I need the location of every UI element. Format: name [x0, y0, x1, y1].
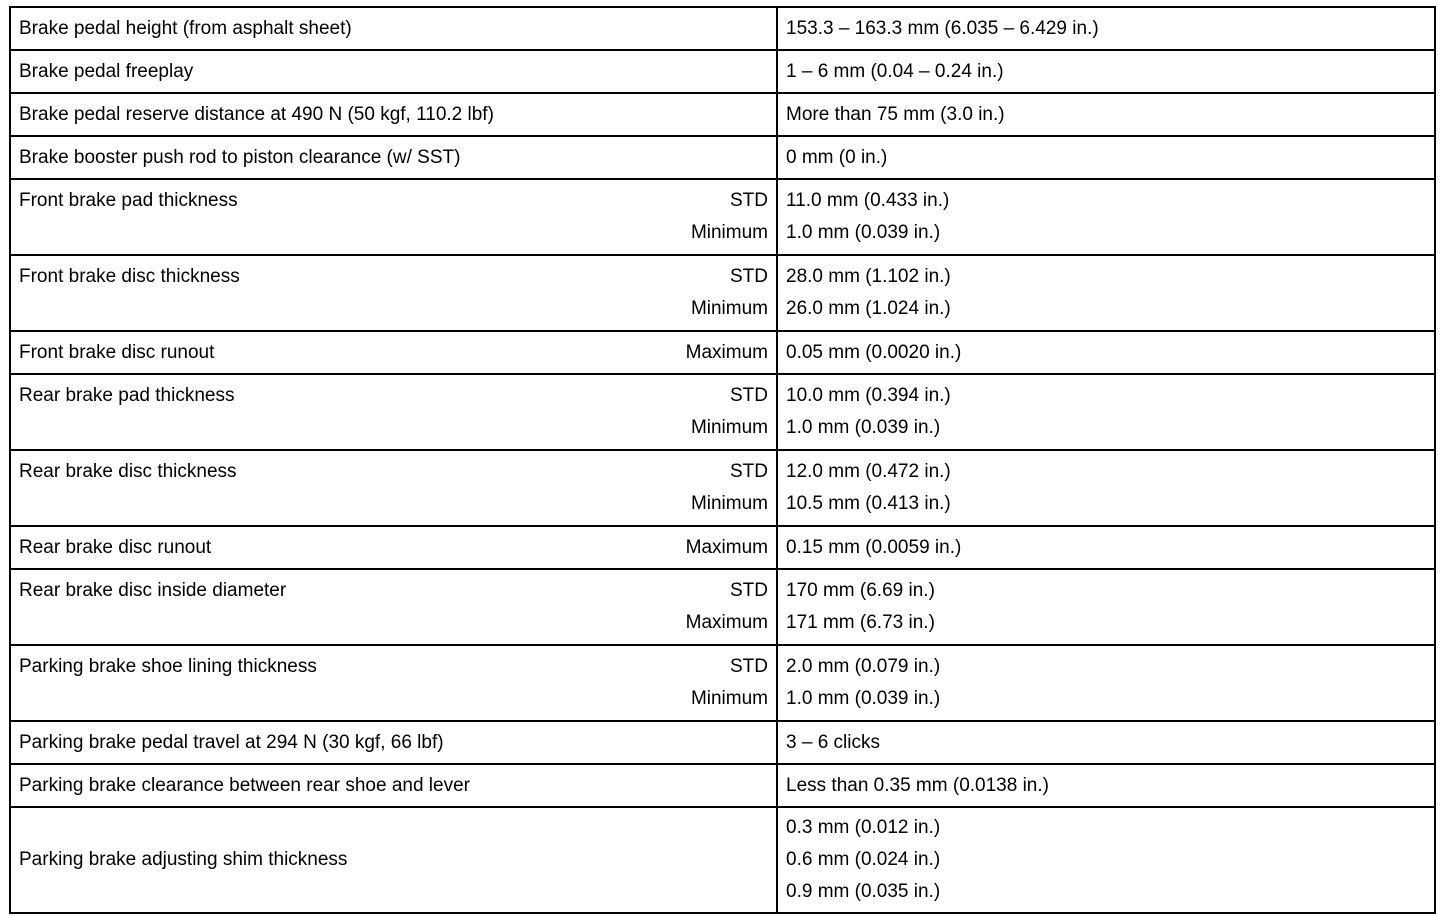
spec-value: 0.3 mm (0.012 in.)	[786, 817, 941, 838]
spec-item-label: Brake pedal freeplay	[19, 60, 194, 82]
spec-item-cell	[10, 450, 777, 526]
spec-value: 153.3 – 163.3 mm (6.035 – 6.429 in.)	[786, 17, 1099, 39]
spec-value: 171 mm (6.73 in.)	[786, 612, 935, 633]
spec-qualifiers	[691, 185, 768, 249]
spec-value-cell	[777, 136, 1435, 179]
spec-item-cell	[10, 645, 777, 721]
spec-qualifiers	[686, 575, 768, 639]
spec-item-label: Parking brake pedal travel at 294 N (30 kgf, 66 lbf)	[19, 731, 444, 753]
spec-value: More than 75 mm (3.0 in.)	[786, 103, 1005, 125]
spec-item-label: Rear brake pad thickness	[19, 385, 235, 406]
spec-qualifier: Minimum	[690, 417, 768, 438]
spec-item-label: Rear brake disc thickness	[19, 461, 237, 482]
spec-value: Less than 0.35 mm (0.0138 in.)	[786, 774, 1049, 796]
spec-value-cell	[777, 764, 1435, 807]
spec-item-label: Parking brake shoe lining thickness	[19, 656, 317, 677]
spec-item-cell	[10, 136, 777, 179]
spec-qualifier: STD	[730, 656, 768, 677]
spec-item-cell	[10, 569, 777, 645]
spec-item-label: Front brake disc thickness	[19, 266, 240, 287]
spec-item-cell	[10, 764, 777, 807]
spec-value-cell	[777, 721, 1435, 764]
table-row	[10, 331, 1435, 374]
spec-item-cell	[10, 374, 777, 450]
spec-item-cell	[10, 331, 777, 374]
table-row	[10, 7, 1435, 50]
table-row	[10, 136, 1435, 179]
spec-qualifier: STD	[730, 461, 768, 482]
spec-item-label: Rear brake disc runout	[19, 536, 212, 558]
spec-value: 1.0 mm (0.039 in.)	[786, 417, 941, 438]
spec-qualifier: Minimum	[690, 222, 768, 243]
spec-item-cell	[10, 93, 777, 136]
spec-value: 0.05 mm (0.0020 in.)	[786, 341, 962, 363]
table-row	[10, 721, 1435, 764]
spec-item-cell	[10, 50, 777, 93]
table-row	[10, 93, 1435, 136]
table-row	[10, 50, 1435, 93]
table-row	[10, 374, 1435, 450]
spec-value-cell	[777, 807, 1435, 913]
spec-qualifiers	[691, 456, 768, 520]
table-row	[10, 526, 1435, 569]
spec-item-cell	[10, 179, 777, 255]
spec-item-label: Brake booster push rod to piston clearance (w/ SST)	[19, 146, 461, 168]
spec-value-cell	[777, 93, 1435, 136]
spec-value: 170 mm (6.69 in.)	[786, 580, 935, 601]
spec-item-cell	[10, 255, 777, 331]
spec-item-label: Rear brake disc inside diameter	[19, 580, 287, 601]
spec-qualifier: Minimum	[690, 493, 768, 514]
spec-qualifier: Minimum	[690, 298, 768, 319]
table-row	[10, 764, 1435, 807]
spec-value: 0.15 mm (0.0059 in.)	[786, 536, 962, 558]
spec-value-cell	[777, 50, 1435, 93]
spec-item-label: Front brake disc runout	[19, 341, 215, 363]
spec-value: 26.0 mm (1.024 in.)	[786, 298, 951, 319]
spec-qualifier: STD	[730, 385, 768, 406]
spec-value: 1 – 6 mm (0.04 – 0.24 in.)	[786, 60, 1004, 82]
spec-value: 3 – 6 clicks	[786, 731, 880, 753]
spec-value: 0 mm (0 in.)	[786, 146, 888, 168]
spec-qualifiers	[686, 532, 768, 564]
spec-qualifier: STD	[730, 266, 768, 287]
spec-value-cell	[777, 7, 1435, 50]
spec-value-cell	[777, 179, 1435, 255]
spec-table	[9, 6, 1436, 914]
spec-value-cell	[777, 331, 1435, 374]
spec-item-cell	[10, 721, 777, 764]
spec-value: 1.0 mm (0.039 in.)	[786, 222, 941, 243]
table-row	[10, 179, 1435, 255]
spec-value: 10.5 mm (0.413 in.)	[786, 493, 951, 514]
spec-value: 1.0 mm (0.039 in.)	[786, 688, 941, 709]
spec-item-label: Brake pedal reserve distance at 490 N (50 kgf, 110.2 lbf)	[19, 103, 494, 125]
spec-item-label: Front brake pad thickness	[19, 190, 238, 211]
spec-item-label: Parking brake clearance between rear shoe and lever	[19, 774, 470, 796]
spec-value-cell	[777, 255, 1435, 331]
spec-value-cell	[777, 645, 1435, 721]
table-row	[10, 450, 1435, 526]
spec-item-label: Parking brake adjusting shim thickness	[19, 849, 348, 870]
spec-qualifiers	[691, 651, 768, 715]
spec-value: 11.0 mm (0.433 in.)	[786, 190, 950, 211]
spec-item-cell	[10, 807, 777, 913]
spec-item-cell	[10, 7, 777, 50]
spec-item-cell	[10, 526, 777, 569]
table-row	[10, 645, 1435, 721]
spec-value-cell	[777, 569, 1435, 645]
spec-qualifier: Minimum	[690, 688, 768, 709]
spec-value-cell	[777, 526, 1435, 569]
spec-value: 28.0 mm (1.102 in.)	[786, 266, 951, 287]
spec-value: 10.0 mm (0.394 in.)	[786, 385, 951, 406]
spec-value: 0.9 mm (0.035 in.)	[786, 881, 941, 902]
spec-qualifiers	[686, 337, 768, 369]
spec-item-label: Brake pedal height (from asphalt sheet)	[19, 17, 352, 39]
spec-table-body	[10, 7, 1435, 913]
spec-value-cell	[777, 374, 1435, 450]
spec-qualifiers	[691, 261, 768, 325]
spec-value-cell	[777, 450, 1435, 526]
spec-qualifier: STD	[730, 190, 768, 211]
spec-qualifiers	[691, 380, 768, 444]
table-row	[10, 807, 1435, 913]
spec-qualifier: STD	[730, 580, 768, 601]
spec-value: 0.6 mm (0.024 in.)	[786, 849, 941, 870]
spec-qualifier: Maximum	[685, 536, 768, 558]
spec-qualifier: Maximum	[685, 341, 768, 363]
spec-value: 12.0 mm (0.472 in.)	[786, 461, 951, 482]
spec-qualifier: Maximum	[685, 612, 768, 633]
spec-value: 2.0 mm (0.079 in.)	[786, 656, 941, 677]
table-row	[10, 255, 1435, 331]
table-row	[10, 569, 1435, 645]
